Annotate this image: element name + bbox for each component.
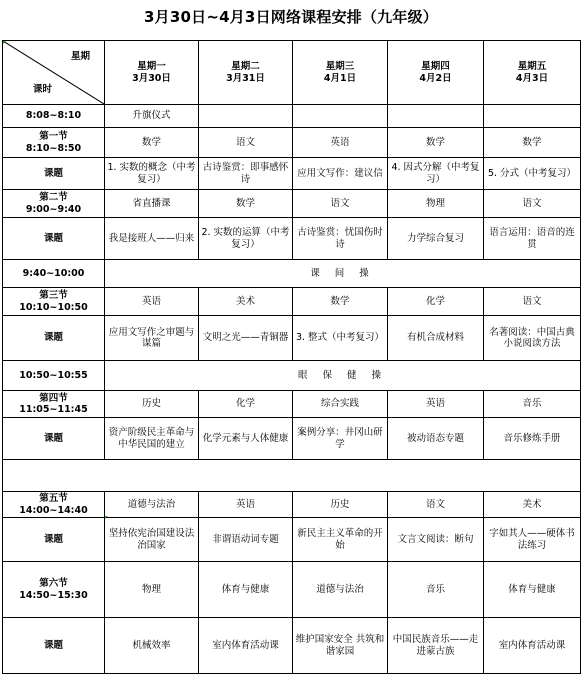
subject-cell: 语文 bbox=[199, 128, 293, 158]
topic-cell: 文明之光——青铜器 bbox=[199, 316, 293, 361]
topic-row bbox=[3, 158, 581, 190]
subject-cell: 数学 bbox=[388, 128, 484, 158]
break-row bbox=[3, 361, 581, 391]
topic-label: 课题 bbox=[3, 218, 105, 260]
period-label: 第五节 14:00~14:40 bbox=[3, 492, 105, 518]
subject-cell: 体育与健康 bbox=[199, 562, 293, 618]
ceremony-empty bbox=[293, 105, 388, 128]
subject-cell: 物理 bbox=[388, 190, 484, 218]
topic-cell: 案例分享：井冈山研学 bbox=[293, 418, 388, 460]
lunch-spacer-row bbox=[3, 460, 581, 492]
topic-row bbox=[3, 218, 581, 260]
topic-row bbox=[3, 316, 581, 361]
subject-cell: 语文 bbox=[484, 190, 581, 218]
topic-cell: 4. 因式分解（中考复习） bbox=[388, 158, 484, 190]
topic-cell: 被动语态专题 bbox=[388, 418, 484, 460]
topic-cell: 语言运用：语音的连贯 bbox=[484, 218, 581, 260]
period-label: 第三节 10:10~10:50 bbox=[3, 288, 105, 316]
topic-cell: 中国民族音乐——走进蒙古族 bbox=[388, 618, 484, 674]
subject-cell: 音乐 bbox=[484, 391, 581, 418]
subject-cell: 省直播课 bbox=[105, 190, 199, 218]
topic-cell: 文言文阅读：断句 bbox=[388, 518, 484, 562]
subject-cell: 数学 bbox=[105, 128, 199, 158]
cell-comment-marker bbox=[3, 41, 6, 44]
topic-cell: 资产阶级民主革命与中华民国的建立 bbox=[105, 418, 199, 460]
break-time: 9:40~10:00 bbox=[3, 260, 105, 288]
period-row bbox=[3, 128, 581, 158]
ceremony-empty bbox=[484, 105, 581, 128]
ceremony-mon: 升旗仪式 bbox=[105, 105, 199, 128]
topic-cell: 室内体育活动课 bbox=[484, 618, 581, 674]
period-label: 第一节 8:10~8:50 bbox=[3, 128, 105, 158]
subject-cell: 音乐 bbox=[388, 562, 484, 618]
topic-cell: 古诗鉴赏：即事感怀诗 bbox=[199, 158, 293, 190]
corner-label-period: 课时 bbox=[33, 83, 53, 95]
topic-cell: 字如其人——硬体书法练习 bbox=[484, 518, 581, 562]
topic-cell: 1. 实数的概念（中考复习） bbox=[105, 158, 199, 190]
subject-cell: 化学 bbox=[388, 288, 484, 316]
topic-label: 课题 bbox=[3, 418, 105, 460]
header-day-mon: 星期一 3月30日 bbox=[105, 41, 199, 105]
topic-cell: 室内体育活动课 bbox=[199, 618, 293, 674]
subject-cell: 数学 bbox=[199, 190, 293, 218]
topic-cell: 名著阅读：中国古典小说阅读方法 bbox=[484, 316, 581, 361]
topic-cell: 2. 实数的运算（中考复习） bbox=[199, 218, 293, 260]
lunch-spacer bbox=[3, 460, 581, 492]
subject-cell: 英语 bbox=[199, 492, 293, 518]
period-row bbox=[3, 391, 581, 418]
header-day-wed: 星期三 4月1日 bbox=[293, 41, 388, 105]
period-row bbox=[3, 562, 581, 618]
topic-row bbox=[3, 618, 581, 674]
topic-cell: 新民主主义革命的开始 bbox=[293, 518, 388, 562]
break-label: 课 间 操 bbox=[105, 260, 581, 288]
header-row bbox=[3, 41, 581, 105]
topic-label: 课题 bbox=[3, 158, 105, 190]
topic-row bbox=[3, 418, 581, 460]
header-corner-cell bbox=[3, 41, 105, 105]
topic-cell: 5. 分式（中考复习） bbox=[484, 158, 581, 190]
period-label: 第四节 11:05~11:45 bbox=[3, 391, 105, 418]
cell-comment-marker bbox=[105, 516, 108, 519]
topic-label: 课题 bbox=[3, 618, 105, 674]
ceremony-time: 8:08~8:10 bbox=[3, 105, 105, 128]
period-label: 第六节 14:50~15:30 bbox=[3, 562, 105, 618]
topic-label: 课题 bbox=[3, 518, 105, 562]
subject-cell: 数学 bbox=[484, 128, 581, 158]
schedule-table bbox=[2, 40, 581, 674]
subject-cell: 语文 bbox=[293, 190, 388, 218]
break-row bbox=[3, 260, 581, 288]
subject-cell: 体育与健康 bbox=[484, 562, 581, 618]
ceremony-row bbox=[3, 105, 581, 128]
topic-cell: 3. 整式（中考复习） bbox=[293, 316, 388, 361]
subject-cell: 语文 bbox=[484, 288, 581, 316]
subject-cell: 道德与法治 bbox=[105, 492, 199, 518]
ceremony-empty bbox=[199, 105, 293, 128]
topic-cell: 非谓语动词专题 bbox=[199, 518, 293, 562]
period-row bbox=[3, 492, 581, 518]
subject-cell: 历史 bbox=[293, 492, 388, 518]
subject-cell: 化学 bbox=[199, 391, 293, 418]
topic-cell: 我是接班人——归来 bbox=[105, 218, 199, 260]
subject-cell: 数学 bbox=[293, 288, 388, 316]
header-day-thu: 星期四 4月2日 bbox=[388, 41, 484, 105]
topic-cell: 坚持依宪治国建设法治国家 bbox=[105, 518, 199, 562]
topic-cell: 有机合成材料 bbox=[388, 316, 484, 361]
period-row bbox=[3, 288, 581, 316]
header-day-tue: 星期二 3月31日 bbox=[199, 41, 293, 105]
topic-cell: 应用文写作：建议信 bbox=[293, 158, 388, 190]
header-day-fri: 星期五 4月3日 bbox=[484, 41, 581, 105]
subject-cell: 英语 bbox=[105, 288, 199, 316]
topic-cell: 力学综合复习 bbox=[388, 218, 484, 260]
subject-cell: 美术 bbox=[199, 288, 293, 316]
subject-cell: 综合实践 bbox=[293, 391, 388, 418]
subject-cell: 物理 bbox=[105, 562, 199, 618]
period-row bbox=[3, 190, 581, 218]
page-title: 3月30日~4月3日网络课程安排（九年级） bbox=[144, 8, 438, 26]
topic-cell: 应用文写作之审题与谋篇 bbox=[105, 316, 199, 361]
topic-cell: 化学元素与人体健康 bbox=[199, 418, 293, 460]
subject-cell: 英语 bbox=[388, 391, 484, 418]
ceremony-empty bbox=[388, 105, 484, 128]
subject-cell: 语文 bbox=[388, 492, 484, 518]
topic-cell: 机械效率 bbox=[105, 618, 199, 674]
topic-cell: 维护国家安全 共筑和谐家园 bbox=[293, 618, 388, 674]
topic-label: 课题 bbox=[3, 316, 105, 361]
subject-cell: 美术 bbox=[484, 492, 581, 518]
topic-cell: 古诗鉴赏：忧国伤时诗 bbox=[293, 218, 388, 260]
topic-row bbox=[3, 518, 581, 562]
subject-cell: 英语 bbox=[293, 128, 388, 158]
break-label: 眼 保 健 操 bbox=[105, 361, 581, 391]
topic-cell: 音乐修炼手册 bbox=[484, 418, 581, 460]
period-label: 第二节 9:00~9:40 bbox=[3, 190, 105, 218]
corner-label-weekday: 星期 bbox=[70, 51, 90, 62]
subject-cell: 道德与法治 bbox=[293, 562, 388, 618]
subject-cell: 历史 bbox=[105, 391, 199, 418]
break-time: 10:50~10:55 bbox=[3, 361, 105, 391]
